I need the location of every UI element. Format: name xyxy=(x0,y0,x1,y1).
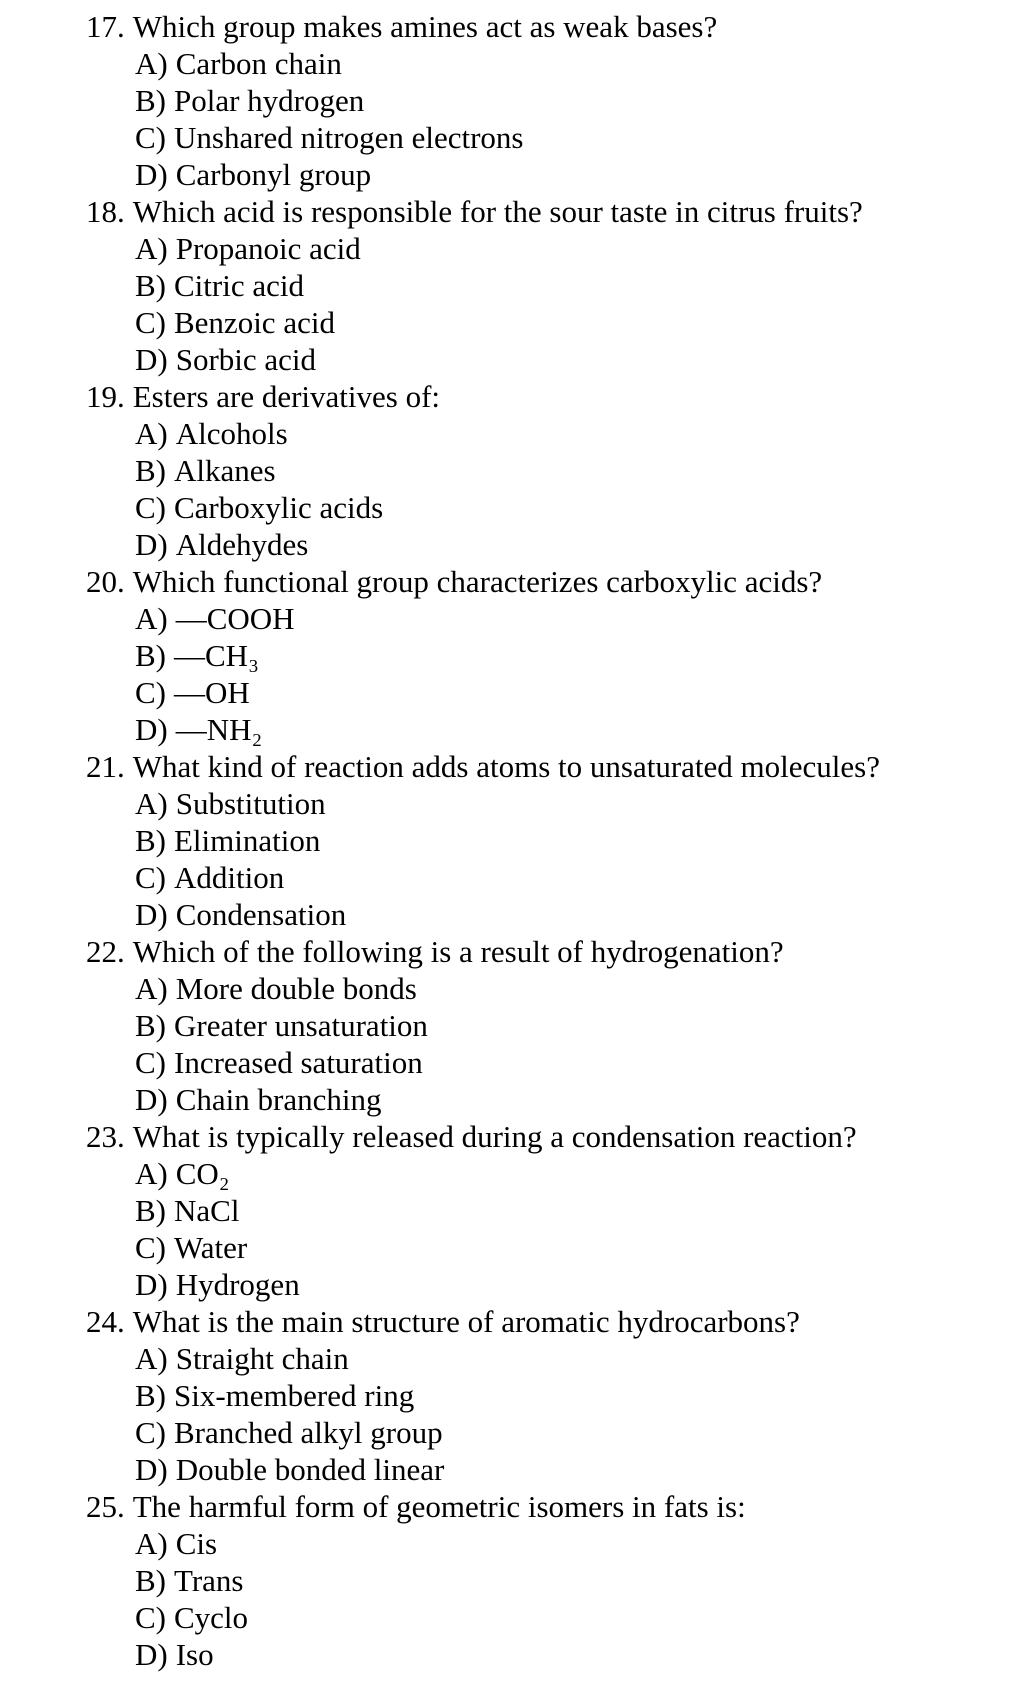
question-stem xyxy=(0,748,1036,785)
question-number: 17. xyxy=(86,9,125,44)
option-b xyxy=(0,637,1036,674)
option-letter: D) xyxy=(135,1637,168,1672)
option-d xyxy=(0,341,1036,378)
question-number: 25. xyxy=(86,1489,125,1524)
option-letter: B) xyxy=(135,1008,166,1043)
option-b xyxy=(0,1377,1036,1414)
option-letter: B) xyxy=(135,1378,166,1413)
option-text: Benzoic acid xyxy=(174,305,335,340)
option-text: Iso xyxy=(175,1637,214,1672)
option-a xyxy=(0,970,1036,1007)
option-letter: D) xyxy=(135,712,168,747)
option-b xyxy=(0,82,1036,119)
question-stem xyxy=(0,193,1036,230)
question-stem xyxy=(0,1488,1036,1525)
option-text: Carbon chain xyxy=(175,46,342,81)
option-text: Elimination xyxy=(174,823,321,858)
option-d xyxy=(0,1081,1036,1118)
option-text: Cis xyxy=(175,1526,218,1561)
question-stem xyxy=(0,563,1036,600)
option-a xyxy=(0,230,1036,267)
question-stem xyxy=(0,1303,1036,1340)
option-c xyxy=(0,1229,1036,1266)
question-19 xyxy=(0,378,1036,563)
option-letter: B) xyxy=(135,1193,166,1228)
option-letter: C) xyxy=(135,675,166,710)
question-22 xyxy=(0,933,1036,1118)
option-text: Aldehydes xyxy=(175,527,309,562)
question-21 xyxy=(0,748,1036,933)
option-letter: A) xyxy=(135,231,168,266)
question-text: Which acid is responsible for the sour taste in citrus fruits? xyxy=(132,194,863,229)
option-text: Six-membered ring xyxy=(174,1378,415,1413)
option-a xyxy=(0,785,1036,822)
option-text: —NH₂ xyxy=(175,712,263,747)
question-24 xyxy=(0,1303,1036,1488)
option-c xyxy=(0,1044,1036,1081)
option-text: —OH xyxy=(174,675,250,710)
option-text: Substitution xyxy=(175,786,326,821)
question-text: Which group makes amines act as weak bases? xyxy=(132,9,718,44)
option-text: —CH₃ xyxy=(174,638,259,673)
option-letter: C) xyxy=(135,490,166,525)
question-18 xyxy=(0,193,1036,378)
option-letter: B) xyxy=(135,638,166,673)
option-letter: B) xyxy=(135,823,166,858)
option-text: CO₂ xyxy=(175,1156,230,1191)
question-number: 21. xyxy=(86,749,125,784)
option-d xyxy=(0,526,1036,563)
option-a xyxy=(0,1155,1036,1192)
option-letter: A) xyxy=(135,971,168,1006)
option-letter: B) xyxy=(135,1563,166,1598)
option-b xyxy=(0,1007,1036,1044)
question-number: 24. xyxy=(86,1304,125,1339)
option-c xyxy=(0,1414,1036,1451)
option-text: Alcohols xyxy=(175,416,288,451)
option-a xyxy=(0,1340,1036,1377)
option-text: More double bonds xyxy=(175,971,417,1006)
option-text: Trans xyxy=(174,1563,244,1598)
option-d xyxy=(0,711,1036,748)
option-text: NaCl xyxy=(174,1193,240,1228)
question-text: The harmful form of geometric isomers in fats is: xyxy=(132,1489,746,1524)
option-c xyxy=(0,1599,1036,1636)
option-text: Carboxylic acids xyxy=(174,490,384,525)
option-text: Branched alkyl group xyxy=(174,1415,443,1450)
option-letter: A) xyxy=(135,601,168,636)
option-text: Addition xyxy=(174,860,285,895)
question-17 xyxy=(0,8,1036,193)
option-d xyxy=(0,1266,1036,1303)
option-letter: D) xyxy=(135,1082,168,1117)
question-number: 18. xyxy=(86,194,125,229)
question-number: 20. xyxy=(86,564,125,599)
option-letter: B) xyxy=(135,453,166,488)
option-b xyxy=(0,452,1036,489)
option-letter: A) xyxy=(135,1526,168,1561)
option-letter: A) xyxy=(135,1341,168,1376)
option-text: Hydrogen xyxy=(175,1267,300,1302)
option-letter: A) xyxy=(135,786,168,821)
option-letter: A) xyxy=(135,46,168,81)
question-text: Which of the following is a result of hydrogenation? xyxy=(132,934,784,969)
option-text: Unshared nitrogen electrons xyxy=(174,120,524,155)
option-text: Water xyxy=(174,1230,248,1265)
option-letter: D) xyxy=(135,342,168,377)
option-text: Cyclo xyxy=(174,1600,249,1635)
option-text: Straight chain xyxy=(175,1341,349,1376)
option-letter: D) xyxy=(135,1267,168,1302)
option-d xyxy=(0,1451,1036,1488)
option-letter: C) xyxy=(135,305,166,340)
option-text: Carbonyl group xyxy=(175,157,372,192)
option-text: —COOH xyxy=(175,601,295,636)
question-stem xyxy=(0,8,1036,45)
option-b xyxy=(0,822,1036,859)
option-b xyxy=(0,1192,1036,1229)
option-letter: A) xyxy=(135,416,168,451)
option-b xyxy=(0,1562,1036,1599)
option-letter: D) xyxy=(135,527,168,562)
option-text: Greater unsaturation xyxy=(174,1008,428,1043)
option-text: Condensation xyxy=(175,897,347,932)
option-a xyxy=(0,45,1036,82)
option-c xyxy=(0,119,1036,156)
question-number: 22. xyxy=(86,934,125,969)
option-a xyxy=(0,415,1036,452)
option-letter: D) xyxy=(135,1452,168,1487)
option-d xyxy=(0,896,1036,933)
option-c xyxy=(0,859,1036,896)
option-text: Polar hydrogen xyxy=(174,83,365,118)
question-text: What kind of reaction adds atoms to unsaturated molecules? xyxy=(132,749,880,784)
option-letter: C) xyxy=(135,1045,166,1080)
option-a xyxy=(0,1525,1036,1562)
question-text: Which functional group characterizes carboxylic acids? xyxy=(132,564,823,599)
question-25 xyxy=(0,1488,1036,1673)
option-text: Chain branching xyxy=(175,1082,382,1117)
option-letter: D) xyxy=(135,897,168,932)
question-number: 23. xyxy=(86,1119,125,1154)
question-23 xyxy=(0,1118,1036,1303)
option-text: Citric acid xyxy=(174,268,304,303)
question-number: 19. xyxy=(86,379,125,414)
question-stem xyxy=(0,1118,1036,1155)
option-d xyxy=(0,156,1036,193)
question-20 xyxy=(0,563,1036,748)
question-text: Esters are derivatives of: xyxy=(132,379,441,414)
option-text: Increased saturation xyxy=(174,1045,423,1080)
option-letter: C) xyxy=(135,120,166,155)
option-d xyxy=(0,1636,1036,1673)
option-letter: D) xyxy=(135,157,168,192)
option-text: Propanoic acid xyxy=(175,231,361,266)
option-a xyxy=(0,600,1036,637)
question-text: What is typically released during a condensation reaction? xyxy=(132,1119,857,1154)
option-letter: C) xyxy=(135,860,166,895)
option-letter: C) xyxy=(135,1415,166,1450)
option-text: Alkanes xyxy=(174,453,276,488)
option-letter: C) xyxy=(135,1600,166,1635)
option-letter: C) xyxy=(135,1230,166,1265)
option-letter: A) xyxy=(135,1156,168,1191)
option-letter: B) xyxy=(135,268,166,303)
option-c xyxy=(0,489,1036,526)
option-c xyxy=(0,304,1036,341)
option-text: Sorbic acid xyxy=(175,342,317,377)
option-letter: B) xyxy=(135,83,166,118)
question-stem xyxy=(0,378,1036,415)
question-stem xyxy=(0,933,1036,970)
option-b xyxy=(0,267,1036,304)
question-text: What is the main structure of aromatic hydrocarbons? xyxy=(132,1304,800,1339)
option-c xyxy=(0,674,1036,711)
option-text: Double bonded linear xyxy=(175,1452,445,1487)
